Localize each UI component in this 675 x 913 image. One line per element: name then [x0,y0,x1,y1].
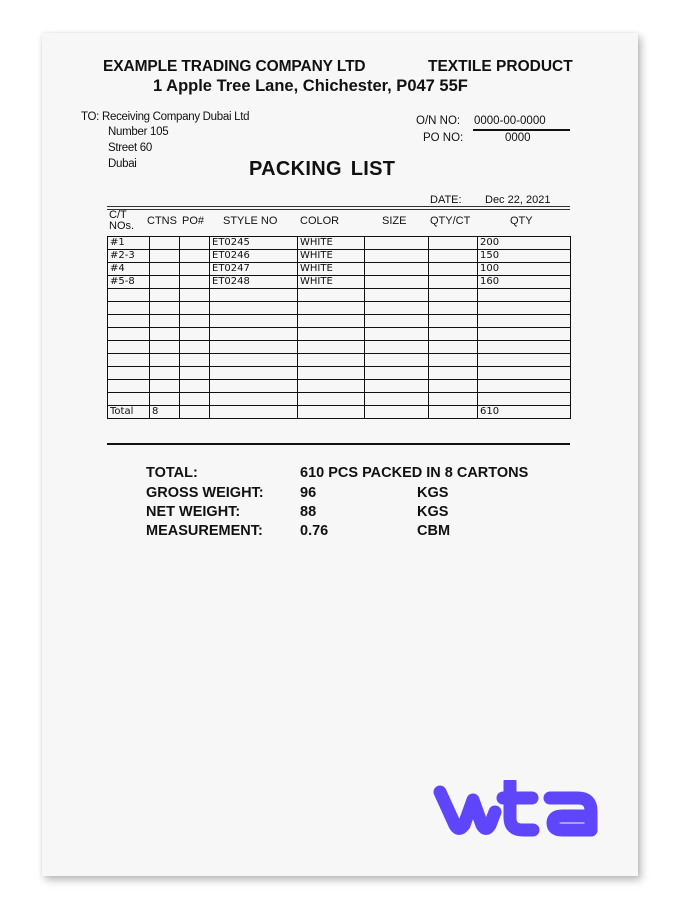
cell-style-no [210,367,298,380]
table-row [108,289,571,302]
column-header-size: SIZE [382,215,407,227]
cell-po [180,328,210,341]
cell-qty-ct [429,367,478,380]
cell-po [180,250,210,263]
cell-qty-ct [429,315,478,328]
cell-ctns [150,393,180,406]
gross-weight-unit: KGS [417,485,449,501]
cell-style-no [210,354,298,367]
cell-color [298,302,365,315]
cell-size [365,237,429,250]
table-row [108,263,571,276]
cell-po [180,302,210,315]
po-number-label: PO NO: [423,132,464,144]
column-header-qty-ct: QTY/CT [430,215,471,227]
cell-qty-ct [429,380,478,393]
table-bottom-divider [107,443,570,445]
cell-ctns [150,367,180,380]
cell-ct-nos: #5-8 [108,276,150,289]
cell-ct-nos: #1 [108,237,150,250]
cell-style-no: ET0248 [210,276,298,289]
cell-ct-nos [108,341,150,354]
summary-total-label: TOTAL: [146,465,198,481]
table-row [108,380,571,393]
cell-size [365,263,429,276]
cell-ctns [150,276,180,289]
cell-qty [478,315,571,328]
cell-po [180,406,210,419]
cell-qty: 200 [478,237,571,250]
cell-size [365,341,429,354]
cell-po [180,354,210,367]
cell-qty [478,328,571,341]
cell-po [180,380,210,393]
cell-style-no [210,393,298,406]
cell-ctns [150,263,180,276]
cell-ctns [150,341,180,354]
cell-qty: 160 [478,276,571,289]
document-title: PACKING LIST [249,158,396,180]
cell-style-no [210,341,298,354]
column-header-color: COLOR [300,215,340,227]
cell-style-no [210,315,298,328]
header-divider [107,206,570,210]
cell-qty-ct [429,393,478,406]
cell-style-no: ET0247 [210,263,298,276]
table-row [108,315,571,328]
cell-qty-ct [429,341,478,354]
recipient-label: TO: Receiving Company Dubai Ltd [81,111,250,123]
cell-po [180,341,210,354]
cell-ctns [150,380,180,393]
wta-logo-icon [431,780,606,840]
cell-qty [478,354,571,367]
cell-ctns [150,250,180,263]
table-row [108,250,571,263]
cell-color: WHITE [298,263,365,276]
table-row [108,367,571,380]
cell-qty [478,367,571,380]
cell-style-no [210,302,298,315]
cell-qty-ct [429,406,478,419]
cell-color [298,393,365,406]
cell-ct-nos [108,328,150,341]
table-row [108,354,571,367]
cell-po [180,237,210,250]
cell-qty: 610 [478,406,571,419]
cell-ct-nos [108,367,150,380]
cell-po [180,393,210,406]
cell-qty-ct [429,289,478,302]
summary-total-value: 610 PCS PACKED IN 8 CARTONS [300,465,529,481]
cell-qty-ct [429,302,478,315]
company-address: 1 Apple Tree Lane, Chichester, P047 55F [153,77,468,95]
measurement-unit: CBM [417,523,451,539]
gross-weight-value: 96 [300,485,317,501]
net-weight-unit: KGS [417,504,449,520]
measurement-label: MEASUREMENT: [146,523,263,539]
cell-size [365,393,429,406]
cell-color [298,354,365,367]
cell-size [365,380,429,393]
cell-ct-nos [108,289,150,302]
column-header-ct-nos: C/T NOs. [109,209,135,232]
cell-style-no: ET0245 [210,237,298,250]
table-row [108,341,571,354]
recipient-line: Number 105 [108,126,169,138]
cell-style-no [210,380,298,393]
cell-size [365,367,429,380]
cell-po [180,367,210,380]
recipient-name: Receiving Company Dubai Ltd [101,111,250,123]
cell-style-no: ET0246 [210,250,298,263]
cell-ctns: 8 [150,406,180,419]
cell-ct-nos [108,315,150,328]
cell-color: WHITE [298,276,365,289]
cell-qty [478,302,571,315]
cell-size [365,250,429,263]
cell-ctns [150,315,180,328]
cell-ct-nos [108,380,150,393]
cell-color: WHITE [298,250,365,263]
cell-qty-ct [429,276,478,289]
cell-color [298,341,365,354]
order-number-underline [473,129,570,131]
cell-ctns [150,328,180,341]
cell-color: WHITE [298,237,365,250]
cell-ct-nos: Total [108,406,150,419]
cell-ct-nos: #2-3 [108,250,150,263]
cell-size [365,276,429,289]
product-type: TEXTILE PRODUCT [428,58,573,75]
cell-qty: 100 [478,263,571,276]
po-number-value: 0000 [505,132,531,144]
net-weight-value: 88 [300,504,317,520]
cell-ct-nos [108,354,150,367]
cell-ctns [150,354,180,367]
cell-style-no [210,289,298,302]
cell-ct-nos: #4 [108,263,150,276]
cell-po [180,276,210,289]
wta-logo [431,780,606,845]
table-row [108,237,571,250]
cell-qty [478,393,571,406]
cell-po [180,315,210,328]
cell-color [298,380,365,393]
table-row [108,393,571,406]
column-header-ctns: CTNS [147,215,177,227]
cell-color [298,367,365,380]
cell-size [365,315,429,328]
recipient-line: Street 60 [108,142,152,154]
packing-list-table [107,236,571,419]
cell-po [180,263,210,276]
cell-style-no [210,328,298,341]
cell-ctns [150,289,180,302]
recipient-line: Dubai [108,158,137,170]
cell-qty [478,341,571,354]
cell-style-no [210,406,298,419]
cell-color [298,328,365,341]
table-row [108,302,571,315]
cell-ctns [150,237,180,250]
date-label: DATE: [430,194,462,206]
cell-ctns [150,302,180,315]
cell-color [298,289,365,302]
cell-ct-nos [108,302,150,315]
net-weight-label: NET WEIGHT: [146,504,241,520]
cell-size [365,354,429,367]
measurement-value: 0.76 [300,523,329,539]
cell-qty-ct [429,237,478,250]
table-total-row [108,406,571,419]
cell-color [298,315,365,328]
column-header-po: PO# [182,215,205,227]
cell-qty-ct [429,328,478,341]
cell-size [365,328,429,341]
cell-size [365,289,429,302]
cell-color [298,406,365,419]
table-row [108,276,571,289]
cell-qty-ct [429,250,478,263]
order-number-label: O/N NO: [416,115,461,127]
order-number-value: 0000-00-0000 [474,115,546,127]
gross-weight-label: GROSS WEIGHT: [146,485,264,501]
cell-qty-ct [429,354,478,367]
cell-qty: 150 [478,250,571,263]
cell-qty-ct [429,263,478,276]
cell-qty [478,289,571,302]
cell-ct-nos [108,393,150,406]
date-value: Dec 22, 2021 [485,194,551,206]
cell-qty [478,380,571,393]
column-header-qty: QTY [510,215,533,227]
table-row [108,328,571,341]
cell-size [365,302,429,315]
cell-po [180,289,210,302]
company-name: EXAMPLE TRADING COMPANY LTD [103,58,366,75]
column-header-style-no: STYLE NO [223,215,278,227]
cell-size [365,406,429,419]
